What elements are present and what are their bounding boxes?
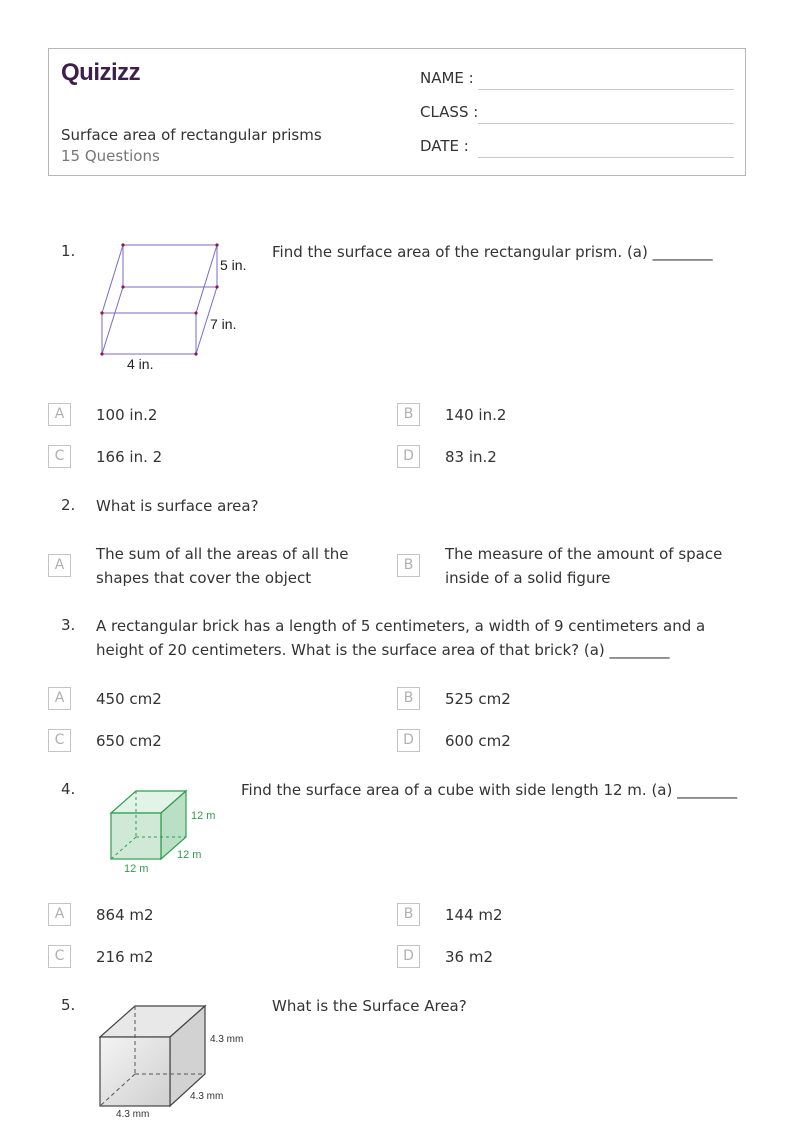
depth-label: 7 in. (210, 316, 237, 332)
question-text: What is surface area? (96, 497, 259, 515)
option-c-text: 216 m2 (96, 948, 154, 966)
option-c-text: 650 cm2 (96, 732, 162, 750)
quizizz-logo: Quizizz (61, 59, 141, 86)
option-d-box[interactable]: D (397, 729, 420, 752)
class-label: CLASS : (420, 103, 479, 121)
cube-depth-label: 12 m (177, 849, 202, 861)
option-c-text: 166 in. 2 (96, 448, 163, 466)
option-b-text: 525 cm2 (445, 690, 511, 708)
option-a-box[interactable]: A (48, 554, 71, 577)
question-number: 4. (61, 780, 76, 798)
height-label: 5 in. (220, 257, 247, 273)
cube-height-label: 4.3 mm (210, 1034, 244, 1045)
cube-width-label: 12 m (124, 863, 149, 875)
option-d-text: 36 m2 (445, 948, 494, 966)
option-b-box[interactable]: B (397, 403, 420, 426)
cube-depth-label: 4.3 mm (190, 1091, 224, 1102)
option-a-text: 100 in.2 (96, 406, 158, 424)
option-d-box[interactable]: D (397, 945, 420, 968)
prism-edges (102, 245, 217, 354)
option-d-text: 83 in.2 (445, 448, 497, 466)
question-number: 3. (61, 616, 76, 634)
cube-width-label: 4.3 mm (116, 1109, 150, 1120)
option-b-text: 144 m2 (445, 906, 503, 924)
width-label: 4 in. (127, 356, 154, 372)
option-b-text: 140 in.2 (445, 406, 507, 424)
cube-height-label: 12 m (191, 810, 216, 822)
option-a-box[interactable]: A (48, 403, 71, 426)
green-cube-figure (100, 784, 230, 880)
class-field[interactable] (478, 123, 734, 124)
option-b-text: The measure of the amount of space inside of a solid figure (445, 545, 723, 587)
question-text: Find the surface area of a cube with side length 12 m. (a) ________ (241, 781, 738, 799)
date-field[interactable] (478, 157, 734, 158)
option-d-box[interactable]: D (397, 445, 420, 468)
rectangular-prism-figure (92, 236, 258, 376)
question-number: 2. (61, 496, 76, 514)
worksheet-header (48, 48, 746, 176)
question-text: A rectangular brick has a length of 5 centimeters, a width of 9 centimeters and a height of 20 centimeters. What is the surface area of that brick? (a) ________ (96, 617, 706, 659)
option-b-box[interactable]: B (397, 687, 420, 710)
option-a-text: 450 cm2 (96, 690, 162, 708)
option-c-box[interactable]: C (48, 945, 71, 968)
question-number: 5. (61, 996, 76, 1014)
option-b-box[interactable]: B (397, 554, 420, 577)
gray-cube-figure (94, 1000, 254, 1123)
option-c-box[interactable]: C (48, 729, 71, 752)
option-a-text: The sum of all the areas of all the shapes that cover the object (96, 545, 349, 587)
question-text: What is the Surface Area? (272, 997, 467, 1015)
question-number: 1. (61, 242, 76, 260)
option-a-box[interactable]: A (48, 903, 71, 926)
date-label: DATE : (420, 137, 469, 155)
option-d-text: 600 cm2 (445, 732, 511, 750)
question-text: Find the surface area of the rectangular prism. (a) ________ (272, 243, 713, 261)
worksheet-title: Surface area of rectangular prisms (61, 126, 322, 144)
option-b-box[interactable]: B (397, 903, 420, 926)
option-a-box[interactable]: A (48, 687, 71, 710)
option-c-box[interactable]: C (48, 445, 71, 468)
name-field[interactable] (478, 89, 734, 90)
name-label: NAME : (420, 69, 474, 87)
option-a-text: 864 m2 (96, 906, 154, 924)
question-count: 15 Questions (61, 147, 160, 165)
